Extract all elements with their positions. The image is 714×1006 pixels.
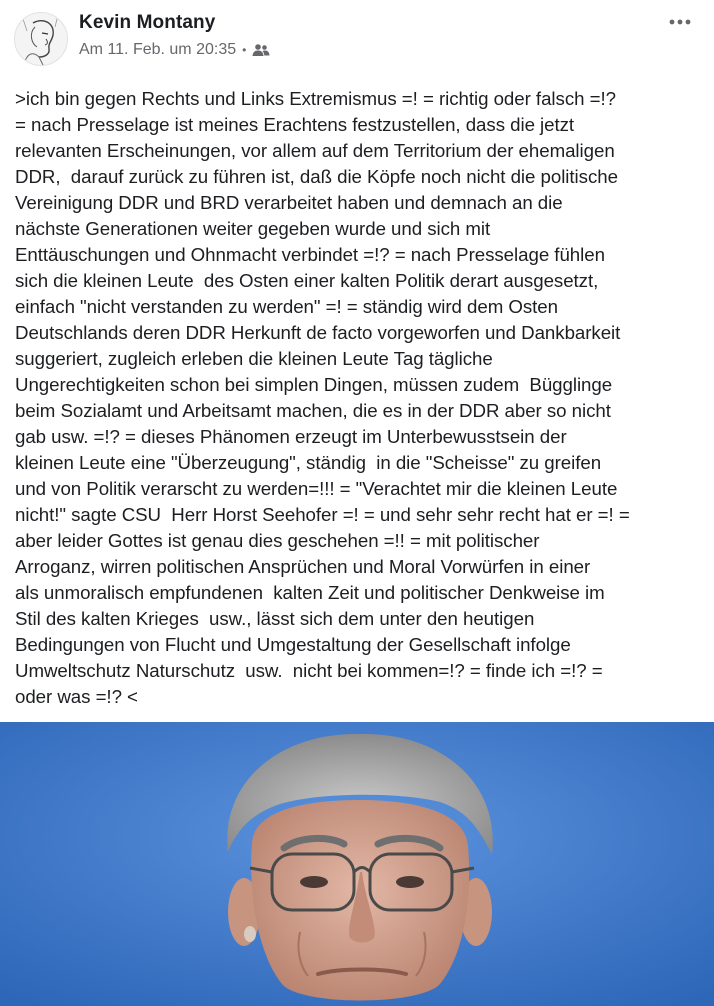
post-text-line: oder was =!? < <box>15 686 138 707</box>
post-text-line: als unmoralisch empfundenen kalten Zeit und politischer Denkweise im <box>15 582 605 603</box>
post-body <box>15 86 705 710</box>
post-text-line: suggeriert, zugleich erleben die kleinen Leute Tag tägliche <box>15 348 493 369</box>
author-name[interactable]: Kevin Montany <box>79 12 216 33</box>
post-text-line: DDR, darauf zurück zu führen ist, daß die Köpfe noch nicht die politische <box>15 166 618 187</box>
more-options-icon <box>669 19 691 25</box>
post-text-line: Arroganz, wirren politischen Ansprüchen und Moral Vorwürfen in einer <box>15 556 591 577</box>
post-text-line: = nach Presselage ist meines Erachtens festzustellen, dass die jetzt <box>15 114 575 135</box>
avatar-sketch-icon <box>15 13 67 65</box>
portrait-photo <box>0 722 714 1006</box>
post-text-line: gab usw. =!? = dieses Phänomen erzeugt im Unterbewusstsein der <box>15 426 567 447</box>
post-text-line: einfach "nicht verstanden zu werden" =! = ständig wird dem Osten <box>15 296 558 317</box>
post-header <box>0 0 714 78</box>
post-text-line: relevanten Erscheinungen, vor allem auf dem Territorium der ehemaligen <box>15 140 615 161</box>
post-text-line: beim Sozialamt und Arbeitsamt machen, die es in der DDR aber so nicht <box>15 400 611 421</box>
post-text-line: >ich bin gegen Rechts und Links Extremismus =! = richtig oder falsch =!? <box>15 88 616 109</box>
post-text-line: Deutschlands deren DDR Herkunft de facto vorgeworfen und Dankbarkeit <box>15 322 621 343</box>
post-text-line: und von Politik verarscht zu werden=!!! = "Verachtet mir die kleinen Leute <box>15 478 618 499</box>
post-photo[interactable] <box>0 722 714 1006</box>
meta-separator: • <box>242 43 247 57</box>
more-options-button[interactable] <box>666 10 694 34</box>
post-text-line: Stil des kalten Krieges usw., lässt sich dem unter den heutigen <box>15 608 535 629</box>
post-timestamp[interactable]: Am 11. Feb. um 20:35 <box>79 41 237 58</box>
post-text-line: aber leider Gottes ist genau dies geschehen =!! = mit politischer <box>15 530 540 551</box>
post-text-line: Ungerechtigkeiten schon bei simplen Dingen, müssen zudem Bügglinge <box>15 374 613 395</box>
post-text-line: kleinen Leute eine "Überzeugung", ständig in die "Scheisse" zu greifen <box>15 452 602 473</box>
avatar[interactable] <box>14 12 68 66</box>
post-text-line: sich die kleinen Leute des Osten einer kalten Politik derart ausgesetzt, <box>15 270 599 291</box>
post-text-line: Enttäuschungen und Ohnmacht verbindet =!? = nach Presselage fühlen <box>15 244 605 265</box>
friends-icon[interactable] <box>252 43 270 57</box>
post-text-line: nächste Generationen weiter gegeben wurde und sich mit <box>15 218 491 239</box>
post-text-line: Bedingungen von Flucht und Umgestaltung der Gesellschaft infolge <box>15 634 571 655</box>
post-text-line: Umweltschutz Naturschutz usw. nicht bei kommen=!? = finde ich =!? = <box>15 660 603 681</box>
post-text-line: nicht!" sagte CSU Herr Horst Seehofer =! = und sehr sehr recht hat er =! = <box>15 504 630 525</box>
post-meta <box>79 41 270 59</box>
post-text-line: Vereinigung DDR und BRD verarbeitet haben und demnach an die <box>15 192 563 213</box>
